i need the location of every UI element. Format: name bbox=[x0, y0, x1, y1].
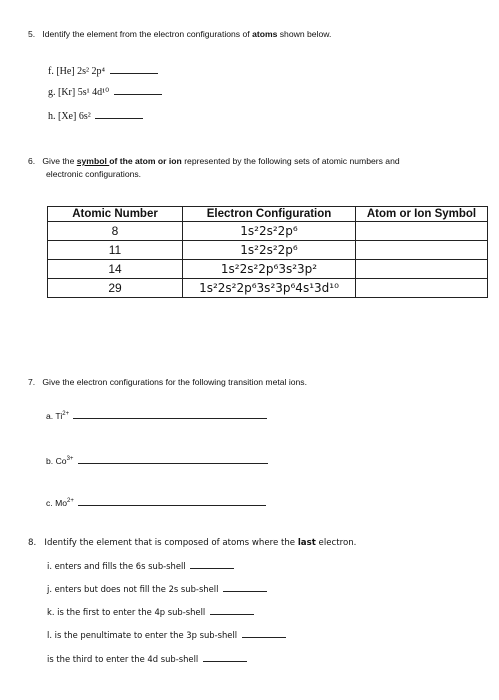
symbol-cell[interactable] bbox=[356, 241, 488, 260]
column-header: Electron Configuration bbox=[183, 207, 356, 222]
q8-number: 8. bbox=[28, 538, 37, 548]
q5-item-config: [Kr] 5s¹ 4d¹⁰ bbox=[58, 87, 110, 98]
answer-blank[interactable] bbox=[110, 72, 158, 74]
q5-prompt bbox=[28, 29, 331, 39]
symbol-cell[interactable] bbox=[356, 279, 488, 298]
q7-number: 7. bbox=[28, 377, 36, 387]
q7-item-ion: Ti bbox=[55, 411, 63, 421]
q6-text-pre: Give the bbox=[42, 156, 77, 166]
q6-prompt bbox=[28, 156, 400, 166]
table-row bbox=[48, 260, 488, 279]
answer-blank[interactable] bbox=[190, 567, 234, 569]
q7-item-charge: 2+ bbox=[62, 411, 70, 418]
q7-item-charge: 3+ bbox=[66, 456, 74, 463]
answer-blank[interactable] bbox=[95, 117, 143, 119]
q8-text-pre: Identify the element that is composed of atoms where the bbox=[44, 538, 298, 548]
table-row bbox=[48, 222, 488, 241]
answer-blank[interactable] bbox=[210, 613, 254, 615]
answer-blank[interactable] bbox=[73, 417, 267, 419]
answer-blank[interactable] bbox=[203, 660, 247, 662]
q5-text-bold: atoms bbox=[252, 29, 278, 39]
q8-prompt bbox=[28, 538, 356, 548]
q5-item-f bbox=[48, 66, 158, 77]
q5-item-label: h. bbox=[48, 111, 56, 122]
q6-text-post: represented by the following sets of atomic numbers and bbox=[181, 156, 400, 166]
q5-item-config: [He] 2s² 2p⁴ bbox=[56, 66, 106, 77]
q6-text-underline: symbol bbox=[76, 156, 110, 166]
q8-item-text: is the third to enter the 4d sub-shell bbox=[47, 654, 199, 664]
config-cell: 1s²2s²2p⁶3s²3p⁶4s¹3d¹⁰ bbox=[183, 279, 356, 298]
q7-item-b bbox=[46, 456, 268, 466]
q7-text: Give the electron configurations for the following transition metal ions. bbox=[42, 377, 307, 387]
q8-item-text: l. is the penultimate to enter the 3p sub-shell bbox=[47, 630, 238, 640]
q8-item-text: k. is the first to enter the 4p sub-shell bbox=[47, 607, 206, 617]
answer-blank[interactable] bbox=[78, 504, 266, 506]
q7-item-ion: Co bbox=[55, 456, 67, 466]
column-header: Atom or Ion Symbol bbox=[356, 207, 488, 222]
q7-item-label: a. bbox=[46, 411, 54, 421]
q8-item-m bbox=[47, 654, 247, 664]
answer-blank[interactable] bbox=[114, 93, 162, 95]
atomic-number-cell: 8 bbox=[48, 222, 183, 241]
config-cell: 1s²2s²2p⁶3s²3p² bbox=[183, 260, 356, 279]
q6-prompt-line2: electronic configurations. bbox=[46, 169, 142, 179]
q5-text-pre: Identify the element from the electron configurations of bbox=[42, 29, 253, 39]
q8-text-bold: last bbox=[297, 538, 316, 548]
table-header-row bbox=[48, 207, 488, 222]
symbol-cell[interactable] bbox=[356, 260, 488, 279]
q5-item-h bbox=[48, 111, 143, 122]
q7-item-label: c. bbox=[46, 498, 53, 508]
q7-item-ion: Mo bbox=[55, 498, 68, 508]
answer-blank[interactable] bbox=[242, 636, 286, 638]
atomic-number-cell: 11 bbox=[48, 241, 183, 260]
q5-number: 5. bbox=[28, 29, 36, 39]
answer-blank[interactable] bbox=[223, 590, 267, 592]
table-row bbox=[48, 279, 488, 298]
q7-item-a bbox=[46, 411, 267, 421]
config-cell: 1s²2s²2p⁶ bbox=[183, 241, 356, 260]
column-header: Atomic Number bbox=[48, 207, 183, 222]
table-row bbox=[48, 241, 488, 260]
symbol-cell[interactable] bbox=[356, 222, 488, 241]
q8-text-post: electron. bbox=[315, 538, 357, 548]
q5-item-config: [Xe] 6s² bbox=[58, 111, 91, 122]
q7-item-c bbox=[46, 498, 266, 508]
answer-blank[interactable] bbox=[78, 462, 268, 464]
config-cell: 1s²2s²2p⁶ bbox=[183, 222, 356, 241]
q8-item-text: i. enters and fills the 6s sub-shell bbox=[47, 561, 186, 571]
q6-text-bold: of the atom or ion bbox=[109, 156, 182, 166]
configuration-table bbox=[47, 206, 488, 298]
q8-item-l bbox=[47, 630, 286, 640]
q8-item-k bbox=[47, 607, 254, 617]
atomic-number-cell: 29 bbox=[48, 279, 183, 298]
q5-item-g bbox=[48, 87, 162, 98]
q8-item-text: j. enters but does not fill the 2s sub-shell bbox=[47, 584, 219, 594]
q5-item-label: f. bbox=[48, 66, 54, 77]
q7-prompt bbox=[28, 377, 307, 387]
atomic-number-cell: 14 bbox=[48, 260, 183, 279]
q7-item-charge: 2+ bbox=[67, 498, 74, 505]
q8-item-j bbox=[47, 584, 267, 594]
q6-number: 6. bbox=[28, 156, 36, 166]
q5-text-post: shown below. bbox=[277, 29, 332, 39]
q8-item-i bbox=[47, 561, 234, 571]
q5-item-label: g. bbox=[48, 87, 56, 98]
q7-item-label: b. bbox=[46, 456, 54, 466]
